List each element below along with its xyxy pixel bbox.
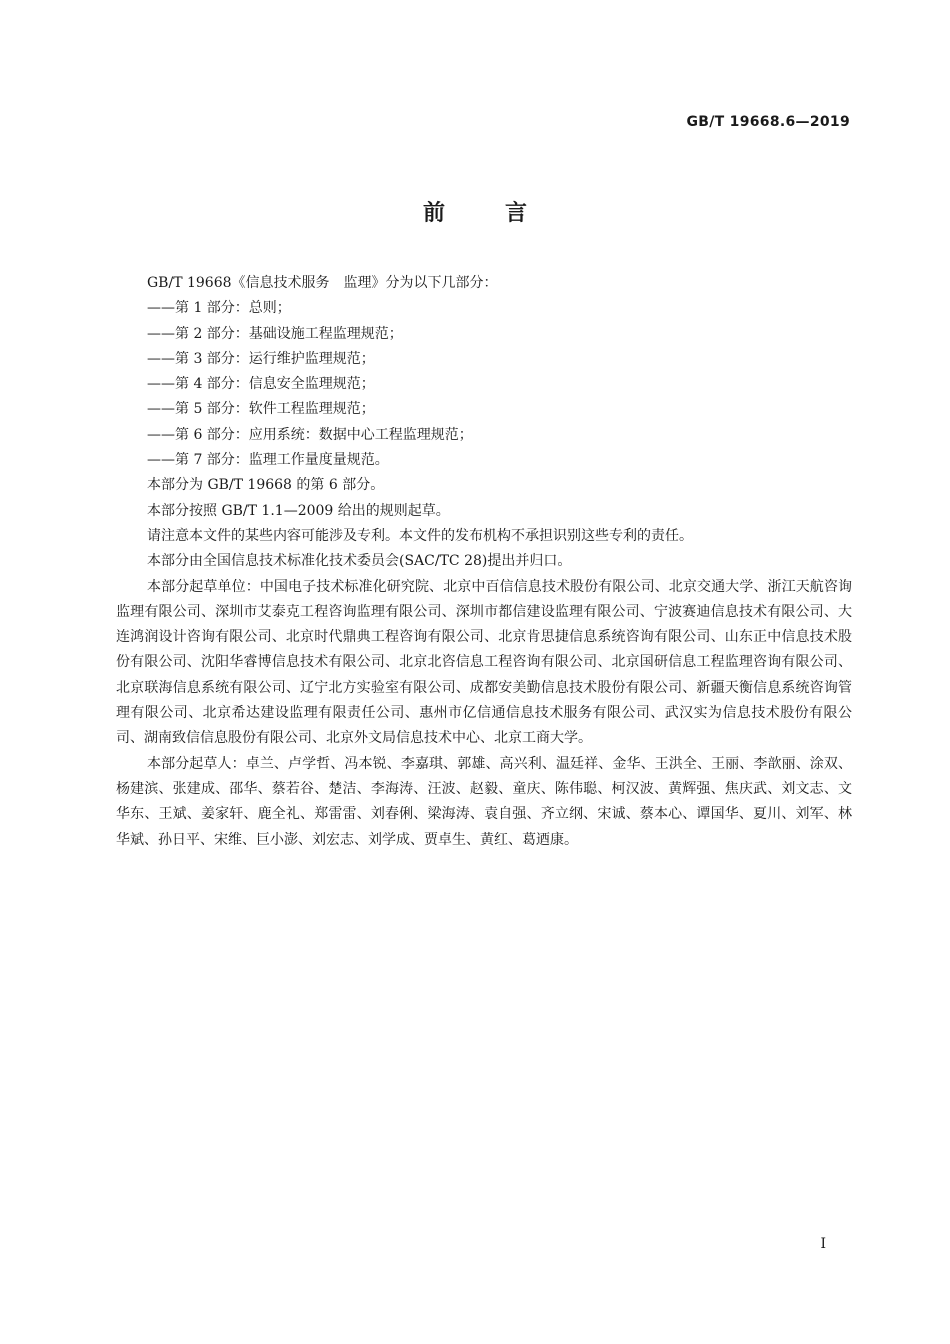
paragraph-committee: 本部分由全国信息技术标准化技术委员会(SAC/TC 28)提出并归口。 — [147, 553, 572, 570]
paragraph-part-statement: 本部分为 GB/T 19668 的第 6 部分。 — [147, 477, 385, 494]
list-item-part-3: ——第 3 部分：运行维护监理规范； — [147, 350, 375, 367]
list-item-part-5: ——第 5 部分：软件工程监理规范； — [147, 401, 375, 418]
list-item-part-4: ——第 4 部分：信息安全监理规范； — [147, 376, 375, 393]
list-item-part-6: ——第 6 部分：应用系统：数据中心工程监理规范； — [147, 426, 473, 443]
list-item-part-7: ——第 7 部分：监理工作量度量规范。 — [147, 452, 389, 469]
foreword-body — [116, 271, 852, 853]
list-item-part-2: ——第 2 部分：基础设施工程监理规范； — [147, 325, 403, 342]
paragraph-series-intro: GB/T 19668《信息技术服务 监理》分为以下几部分： — [147, 275, 498, 291]
paragraph-patent-notice: 请注意本文件的某些内容可能涉及专利。本文件的发布机构不承担识别这些专利的责任。 — [147, 527, 693, 544]
page-title: 前言 — [422, 201, 587, 226]
standard-code: GB/T 19668.6—2019 — [686, 114, 850, 130]
paragraph-drafters: 本部分起草人：卓兰、卢学哲、冯本锐、李嘉琪、郭雄、高兴利、温廷祥、金华、王洪全、王丽、李歆丽、涂双、杨建滨、张建成、邵华、蔡若谷、楚洁、李海涛、汪波、赵毅、童庆、陈伟聪、柯汉波、黄辉强、焦庆武、刘文志、文华东、王斌、姜家轩、鹿全礼、郑雷雷、刘春俐、梁海涛、袁自强、齐立纲、宋诚、蔡本心、谭国华、夏川、刘军、林华斌、孙日平、宋维、巨小澎、刘宏志、刘学成、贾卓生、黄红、葛迺康。 — [116, 755, 852, 848]
paragraph-drafting-units: 本部分起草单位：中国电子技术标准化研究院、北京中百信信息技术股份有限公司、北京交通大学、浙江天航咨询监理有限公司、深圳市艾泰克工程咨询监理有限公司、深圳市都信建设监理有限公司、宁波赛迪信息技术有限公司、大连鸿润设计咨询有限公司、北京时代鼎典工程咨询有限公司、北京肯思捷信息系统咨询有限公司、山东正中信息技术股份有限公司、沈阳华睿博信息技术有限公司、北京北咨信息工程咨询有限公司、北京国研信息工程监理咨询有限公司、北京联海信息系统有限公司、辽宁北方实验室有限公司、成都安美勤信息技术股份有限公司、新疆天衡信息系统咨询管理有限公司、北京希达建设监理有限责任公司、惠州市亿信通信息技术服务有限公司、武汉实为信息技术股份有限公司、湖南致信信息股份有限公司、北京外文局信息技术中心、北京工商大学。 — [116, 578, 852, 747]
paragraph-drafting-rules: 本部分按照 GB/T 1.1—2009 给出的规则起草。 — [147, 502, 450, 519]
page-number: I — [820, 1236, 826, 1252]
list-item-part-1: ——第 1 部分：总则； — [147, 300, 291, 317]
